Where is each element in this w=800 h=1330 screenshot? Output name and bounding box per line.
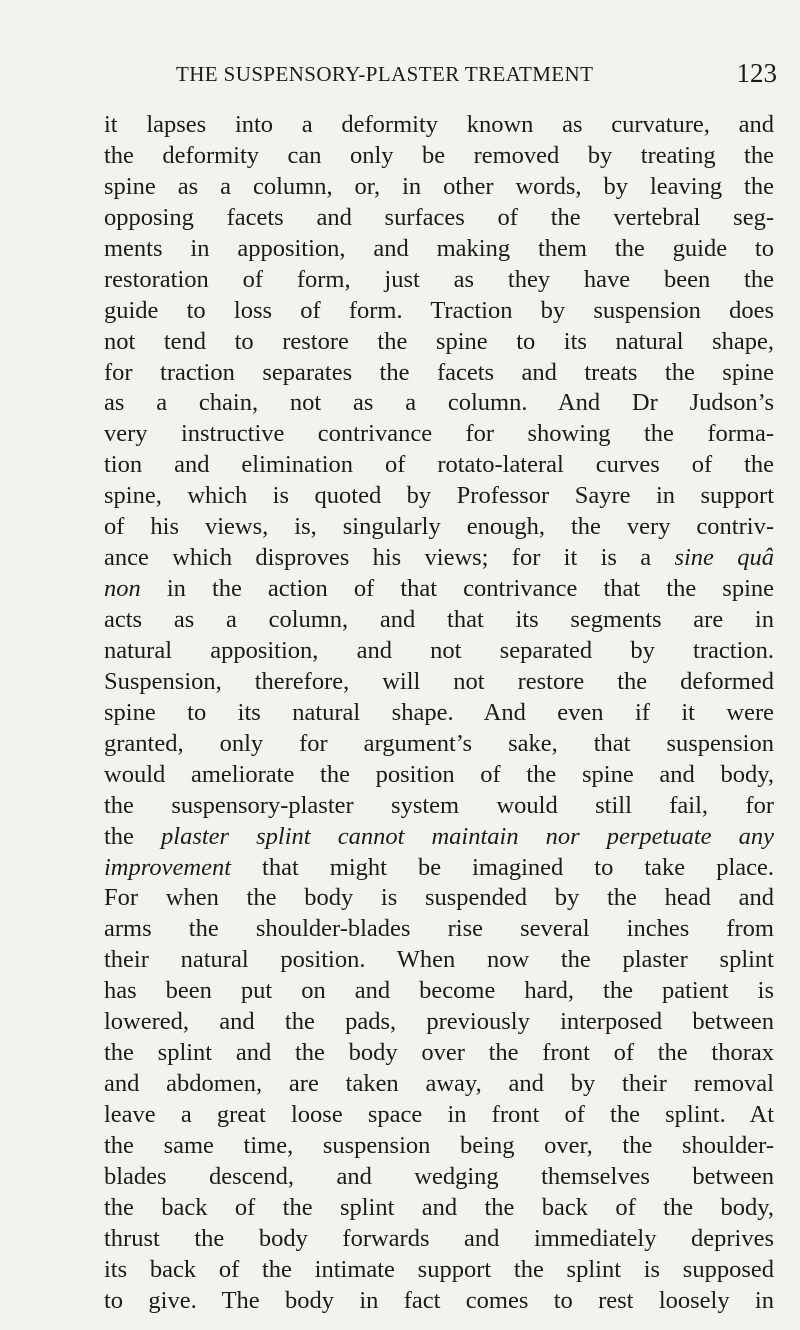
- text-segment: the deformity can only be removed by treating the: [104, 141, 774, 169]
- text-segment: the same time, suspension being over, the shoulder-: [104, 1131, 774, 1159]
- text-line: [104, 481, 774, 512]
- text-line: [104, 388, 774, 419]
- text-line: [104, 419, 774, 450]
- text-segment: would ameliorate the position of the spine and body,: [104, 760, 774, 788]
- text-line: [104, 110, 774, 141]
- text-segment: Suspension, therefore, will not restore the deformed: [104, 667, 774, 695]
- text-segment: blades descend, and wedging themselves between: [104, 1162, 774, 1190]
- text-line: [104, 1286, 774, 1317]
- text-segment: ments in apposition, and making them the guide to: [104, 234, 774, 262]
- running-head: [108, 60, 800, 96]
- text-segment: its back of the intimate support the splint is supposed: [104, 1255, 774, 1283]
- text-segment: granted, only for argument’s sake, that suspension: [104, 729, 774, 757]
- text-segment: thrust the body forwards and immediately deprives: [104, 1224, 774, 1252]
- text-segment: spine, which is quoted by Professor Sayre in support: [104, 482, 774, 510]
- text-segment: the suspensory-plaster system would still fail, for: [104, 791, 774, 819]
- text-line: [104, 1224, 774, 1255]
- text-line: [104, 729, 774, 760]
- text-segment: the back of the splint and the back of the body,: [104, 1193, 774, 1221]
- text-line: [104, 296, 774, 327]
- text-line: [104, 1162, 774, 1193]
- text-segment: For when the body is suspended by the head and: [104, 884, 774, 912]
- text-line: [104, 203, 774, 234]
- italic-text: improvement: [104, 853, 231, 881]
- text-line: [104, 574, 774, 605]
- text-line: [104, 853, 774, 884]
- text-line: [104, 883, 774, 914]
- text-line: [104, 760, 774, 791]
- text-segment: for traction separates the facets and treats the spine: [104, 358, 774, 386]
- text-line: [104, 1038, 774, 1069]
- text-line: [104, 141, 774, 172]
- text-line: [104, 234, 774, 265]
- text-line: [104, 976, 774, 1007]
- text-line: [104, 667, 774, 698]
- page-number: 123: [736, 58, 777, 88]
- text-line: [104, 945, 774, 976]
- text-line: [104, 822, 774, 853]
- text-line: [104, 605, 774, 636]
- text-segment: and abdomen, are taken away, and by their removal: [104, 1070, 774, 1098]
- text-segment: guide to loss of form. Traction by suspension does: [104, 296, 774, 324]
- text-segment: the splint and the body over the front of the thorax: [104, 1039, 774, 1067]
- text-line: [104, 172, 774, 203]
- text-line: [104, 1069, 774, 1100]
- text-line: [104, 698, 774, 729]
- text-segment: their natural position. When now the plaster splint: [104, 946, 774, 974]
- text-line: [104, 1100, 774, 1131]
- text-line: [104, 512, 774, 543]
- text-segment: opposing facets and surfaces of the vertebral seg-: [104, 203, 774, 231]
- running-title: THE SUSPENSORY-PLASTER TREATMENT: [176, 62, 594, 86]
- text-segment: restoration of form, just as they have been the: [104, 265, 774, 293]
- italic-text: sine quâ: [674, 544, 774, 572]
- text-segment: arms the shoulder-blades rise several inches from: [104, 915, 774, 943]
- text-segment: that might be imagined to take place.: [231, 853, 774, 881]
- italic-text: non: [104, 575, 141, 603]
- text-segment: in the action of that contrivance that the spine: [140, 575, 774, 603]
- text-segment: tion and elimination of rotato-lateral curves of the: [104, 451, 774, 479]
- text-segment: acts as a column, and that its segments are in: [104, 606, 774, 633]
- text-segment: ance which disproves his views; for it is a: [104, 544, 675, 572]
- text-segment: to give. The body in fact comes to rest loosely in: [104, 1286, 774, 1314]
- italic-text: plaster splint cannot maintain nor perpetuate any: [161, 822, 774, 850]
- text-segment: lowered, and the pads, previously interposed between: [104, 1008, 774, 1036]
- text-segment: spine to its natural shape. And even if it were: [104, 698, 774, 726]
- text-line: [104, 1007, 774, 1038]
- text-segment: of his views, is, singularly enough, the very contriv-: [104, 513, 774, 541]
- text-line: [104, 358, 774, 389]
- text-segment: has been put on and become hard, the patient is: [104, 977, 774, 1005]
- text-segment: as a chain, not as a column. And Dr Judson’s: [104, 389, 774, 417]
- text-segment: the: [104, 822, 162, 850]
- text-line: [104, 543, 774, 574]
- body-text: [104, 110, 774, 1317]
- text-segment: it lapses into a deformity known as curvature, and: [104, 111, 774, 138]
- text-line: [104, 327, 774, 358]
- text-line: [104, 1193, 774, 1224]
- text-line: [104, 791, 774, 822]
- text-line: [104, 914, 774, 945]
- text-line: [104, 636, 774, 667]
- text-segment: not tend to restore the spine to its natural shape,: [104, 327, 774, 355]
- text-line: [104, 450, 774, 481]
- text-line: [104, 1255, 774, 1286]
- text-line: [104, 265, 774, 296]
- text-segment: natural apposition, and not separated by traction.: [104, 636, 774, 664]
- text-segment: very instructive contrivance for showing the forma-: [104, 420, 774, 448]
- text-line: [104, 1131, 774, 1162]
- text-segment: leave a great loose space in front of the splint. At: [104, 1101, 774, 1128]
- text-segment: spine as a column, or, in other words, by leaving the: [104, 172, 774, 200]
